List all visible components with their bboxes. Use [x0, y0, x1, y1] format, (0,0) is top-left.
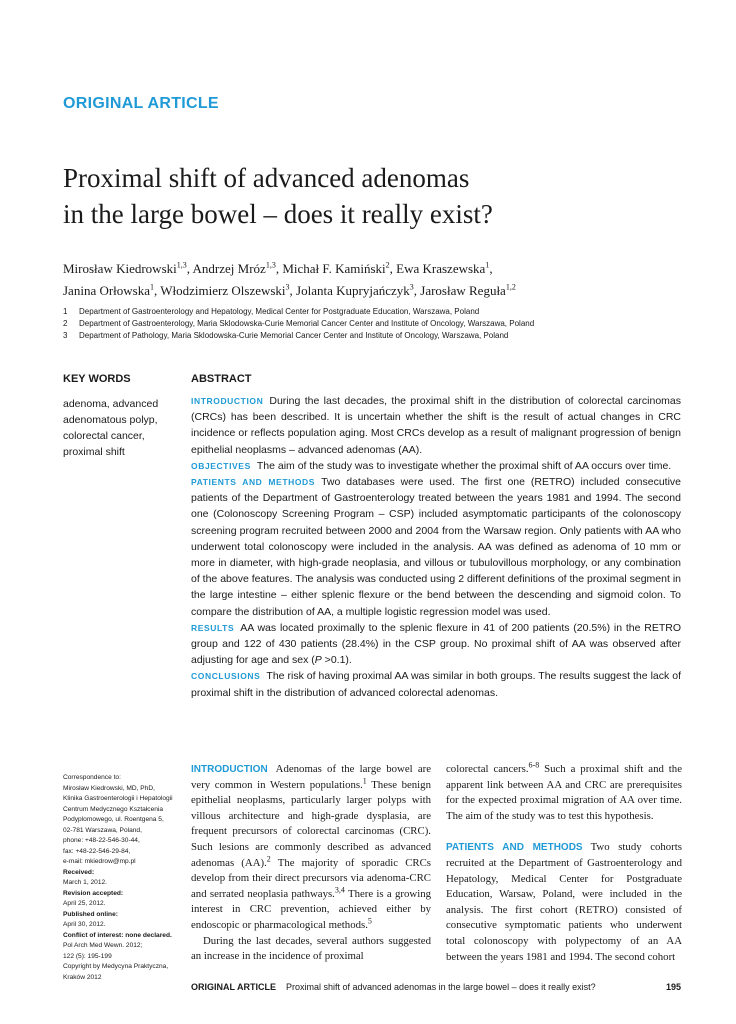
abstract-methods: [191, 474, 681, 620]
correspondence-line: 02-781 Warszawa, Poland,: [63, 826, 142, 834]
keyword-line: adenoma, advanced: [63, 398, 159, 410]
author-name: Janina Orłowska: [63, 283, 151, 298]
keywords-heading: KEY WORDS: [63, 373, 131, 385]
body-text: There is a growing interest in CRC prevention, achieved either by endoscopic or pharmacological methods.: [191, 887, 431, 931]
reference-sup: 1: [362, 776, 367, 785]
correspondence-line: Centrum Medycznego Kształcenia: [63, 805, 164, 813]
affiliation-number: 1: [63, 307, 68, 316]
body-text: Two study cohorts recruited at the Department of Gastroenterology and Hepatology, Medical Center for Postgraduate Education, Warsaw, Poland, were included in the analysis. The first cohort (RETRO) consisted of consecutive symptomatic patients who underwent total colonoscopy with polypectomy of an AA between the years 1981 and 1994. The second cohort: [446, 841, 682, 963]
abstract-text: During the last decades, the proximal shift in the distribution of colorectal carcinomas (CRCs) has been described. It is uncertain whether the shift is the result of actual changes in CRC incidence or reflects population aging. Most CRCs develop as a result of malignant progression of benign epithelial neoplasms – advanced adenomas (AA).: [191, 395, 681, 456]
author-affil-sup: 1: [485, 260, 490, 270]
author-list: [63, 258, 703, 302]
section-label: ORIGINAL ARTICLE: [63, 95, 219, 112]
affiliation-number: 2: [63, 319, 68, 328]
author-line-2: [63, 280, 703, 302]
author-affil-sup: 1: [150, 282, 155, 292]
keyword-line: proximal shift: [63, 446, 125, 458]
revision-value: April 25, 2012.: [63, 900, 106, 907]
published-label: Published online:: [63, 910, 118, 918]
body-column-2: [446, 762, 682, 965]
author-sep: ,: [413, 283, 421, 298]
correspondence-line: phone: +48-22-546-30-44,: [63, 837, 140, 844]
author-affil-sup: 3: [285, 282, 290, 292]
abstract-body: [191, 393, 681, 701]
abstract-kicker: PATIENTS AND METHODS: [191, 477, 316, 488]
author-line-1: [63, 258, 703, 280]
body-column-1: [191, 762, 431, 965]
affiliation-text: Department of Gastroenterology, Maria Sklodowska-Curie Memorial Cancer Center and Institute of Oncology, Warszawa, Poland: [79, 319, 535, 328]
correspondence-email[interactable]: e-mail: mkiedrow@mp.pl: [63, 858, 136, 865]
abstract-objectives: [191, 458, 681, 474]
abstract-conclusions: [191, 668, 681, 700]
abstract-text: >0.1).: [321, 654, 352, 667]
body-text: Adenomas of the large bowel are very common in Western populations.: [191, 763, 431, 791]
received-date: [63, 868, 181, 889]
keyword-line: adenomatous polyp,: [63, 414, 158, 426]
abstract-kicker: INTRODUCTION: [191, 396, 264, 406]
abstract-results: [191, 620, 681, 669]
author-affil-sup: 3: [409, 282, 414, 292]
affiliation-row: [63, 306, 703, 318]
body-text: The majority of sporadic CRCs develop from their direct precursors via adenoma-CRC and serrated neoplasia pathways.: [191, 856, 432, 900]
footer-running-title: Proximal shift of advanced adenomas in the large bowel – does it really exist?: [286, 982, 596, 992]
revision-label: Revision accepted:: [63, 889, 124, 897]
page-number: 195: [665, 982, 681, 992]
title-line-2: in the large bowel – does it really exist?: [63, 199, 493, 229]
author-name: Włodzimierz Olszewski: [160, 283, 286, 298]
author-sep: ,: [289, 283, 297, 298]
introduction-continued: [446, 762, 682, 824]
revision-date: [63, 889, 181, 910]
abstract-kicker: OBJECTIVES: [191, 460, 251, 471]
abstract-kicker: RESULTS: [191, 622, 235, 633]
affiliations: [63, 306, 703, 342]
abstract-text: Two databases were used. The first one (RETRO) included consecutive patients of the Department of Gastroenterology treated between the years 1981 and 1994. The second one (Colonoscopy Screening Program – CSP) included asymptomatic participants of the colonoscopy screening program recruited between 2000 and 2004 from the Warsaw region. Only patients with AA who underwent total colonoscopy were included in the analysis. AA was defined as adenoma of 10 mm or more in diameter, with high-grade neoplasia, and villous or tubulovillous morphology, or any combination of the above features. The analysis was conducted using 2 different definitions of the proximal segment in the large intestine – either splenic flexure or the bend between the descending and sigmoid colon. To compare the distribution of AA, a multiple logistic regression model was used.: [191, 476, 682, 618]
author-sep: ,: [489, 261, 493, 276]
abstract-text: The risk of having proximal AA was similar in both groups. The results suggest the lack of proximal shift in the distribution of advanced colorectal adenomas.: [191, 670, 681, 699]
conflict-text: Conflict of interest: none declared.: [63, 931, 172, 939]
article-title: [63, 160, 683, 232]
copyright-line: Copyright by Medycyna Praktyczna,: [63, 963, 169, 970]
introduction-paragraph: [191, 762, 431, 934]
body-text: colorectal cancers.: [446, 763, 529, 775]
footer-section-label: ORIGINAL ARTICLE: [191, 982, 276, 992]
abstract-heading: ABSTRACT: [191, 373, 252, 385]
author-name: Jolanta Kupryjańczyk: [296, 283, 410, 298]
affiliation-number: 3: [63, 331, 68, 340]
correspondence-line: fax: +48-22-546-29-84,: [63, 847, 131, 855]
reference-sup: 3,4: [334, 885, 345, 895]
abstract-introduction: [191, 393, 681, 458]
body-text: Such a proximal shift and the apparent link between AA and CRC are prerequisites for the expected proximal migration of AA over time. The aim of the study was to test this hypothesis.: [446, 763, 682, 822]
abstract-text: The aim of the study was to investigate whether the proximal shift of AA occurs over time.: [256, 459, 672, 472]
received-label: Received:: [63, 868, 95, 876]
author-name: Jarosław Reguła: [420, 283, 506, 298]
citation-line: Pol Arch Med Wewn. 2012;: [63, 942, 143, 949]
p-value-symbol: P: [314, 654, 322, 667]
reference-sup: 6-8: [528, 760, 540, 770]
author-sep: ,: [275, 261, 283, 276]
methods-paragraph: [446, 840, 682, 965]
author-sep: ,: [389, 261, 397, 276]
affiliation-text: Department of Gastroenterology and Hepatology, Medical Center for Postgraduate Education, Warszawa, Poland: [79, 307, 480, 316]
title-line-1: Proximal shift of advanced adenomas: [63, 163, 470, 193]
author-name: Andrzej Mróz: [192, 261, 266, 276]
conflict-statement: [63, 931, 181, 942]
published-value: April 30, 2012.: [63, 921, 106, 928]
abstract-kicker: CONCLUSIONS: [191, 671, 261, 682]
reference-sup: 2: [266, 853, 271, 863]
citation-line: 122 (5): 195-199: [63, 952, 112, 960]
affiliation-text: Department of Pathology, Maria Sklodowska-Curie Memorial Cancer Center and Institute of Oncology, Warszawa, Poland: [79, 331, 509, 340]
methods-heading: PATIENTS AND METHODS: [446, 842, 583, 854]
correspondence-box: [63, 773, 181, 983]
author-affil-sup: 2: [385, 260, 390, 270]
introduction-heading: INTRODUCTION: [191, 764, 268, 775]
correspondence-line: Klinika Gastroenterologii i Hepatologii: [63, 795, 173, 802]
page-footer: [191, 982, 681, 992]
affiliation-row: [63, 318, 703, 330]
published-date: [63, 910, 181, 931]
author-sep: ,: [154, 283, 161, 298]
body-text: During the last decades, several authors suggested an increase in the incidence of proximal: [191, 934, 431, 963]
abstract-text: AA was located proximally to the splenic flexure in 41 of 200 patients (20.5%) in the RETRO group and 122 of 430 patients (28.4%) in the CSP group. No proximal shift of AA was observed after adjusting for age and sex (: [191, 621, 681, 667]
correspondence-line: Podyplomowego, ul. Roentgena 5,: [63, 816, 164, 823]
received-value: March 1, 2012.: [63, 879, 107, 886]
author-name: Michał F. Kamiński: [282, 261, 386, 276]
author-affil-sup: 1,3: [176, 260, 187, 270]
correspondence-heading: Correspondence to:: [63, 774, 121, 781]
author-name: Ewa Kraszewska: [396, 261, 486, 276]
keyword-line: colorectal cancer,: [63, 430, 145, 442]
reference-sup: 5: [367, 916, 372, 926]
introduction-paragraph-2: [191, 934, 431, 965]
author-sep: ,: [186, 261, 193, 276]
body-text: These benign epithelial neoplasms, particularly larger polyps with villous architecture and high-grade dysplasia, are frequent precursors of colorectal carcinomas (CRC). Such lesions are commonly described as advanced adenomas (AA).: [191, 778, 431, 869]
author-name: Mirosław Kiedrowski: [63, 261, 177, 276]
keywords-list: [63, 396, 175, 460]
author-affil-sup: 1,2: [505, 282, 516, 292]
affiliation-row: [63, 330, 703, 342]
copyright-line: Kraków 2012: [63, 973, 102, 981]
author-affil-sup: 1,3: [265, 260, 276, 270]
correspondence-line: Mirosław Kiedrowski, MD, PhD,: [63, 784, 155, 792]
